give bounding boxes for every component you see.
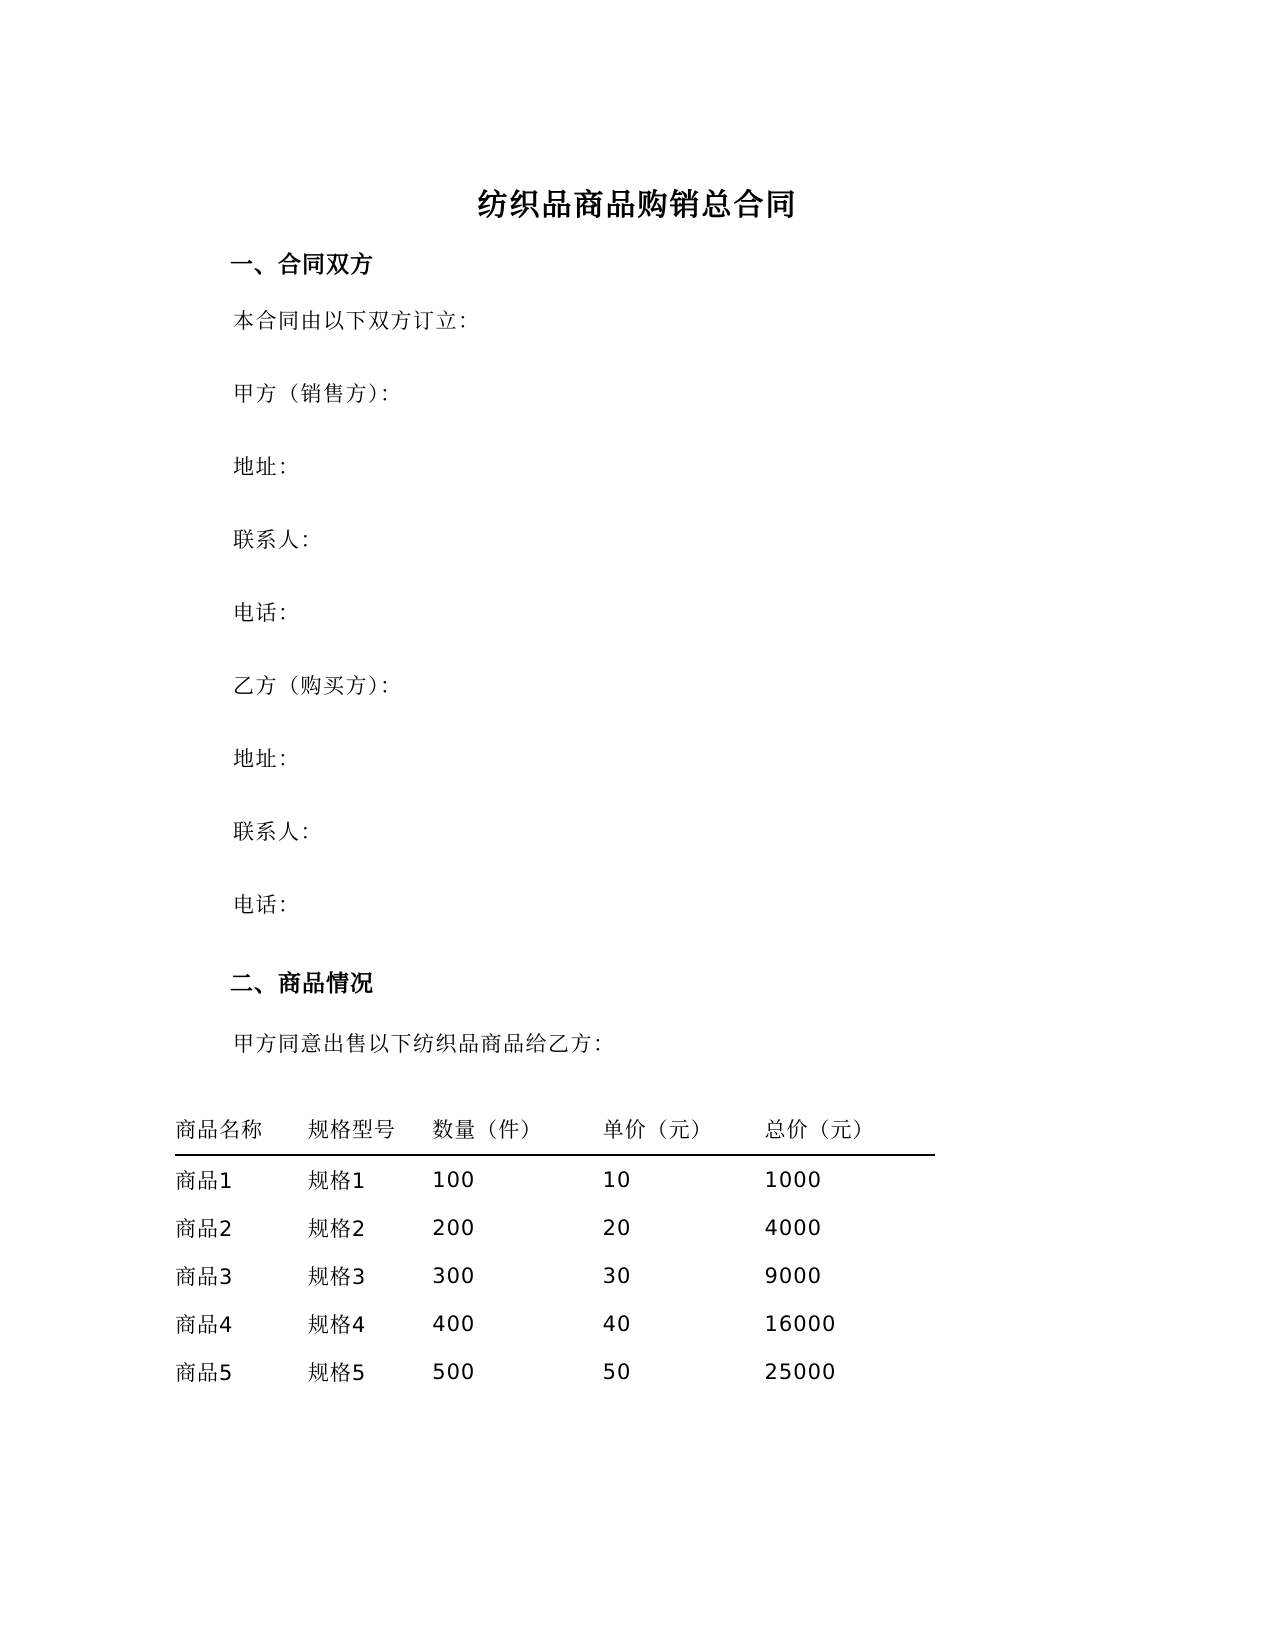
cell-name: 商品5 (175, 1361, 234, 1385)
table-row (175, 1204, 935, 1252)
column-header-unit-price: 单价（元） (603, 1110, 765, 1155)
cell-quantity: 200 (432, 1216, 476, 1240)
paragraph-intro: 本合同由以下双方订立： (233, 309, 481, 333)
page-title: 纺织品商品购销总合同 (477, 188, 798, 223)
cell-spec: 规格1 (307, 1169, 367, 1193)
cell-quantity: 300 (432, 1264, 476, 1288)
column-header-spec: 规格型号 (308, 1110, 432, 1155)
goods-table-body (175, 1155, 935, 1396)
paragraph-goods-intro: 甲方同意出售以下纺织品商品给乙方： (233, 1032, 616, 1056)
cell-total-price: 25000 (764, 1360, 837, 1384)
paragraph-seller-label: 甲方（销售方）： (233, 382, 403, 406)
cell-spec: 规格2 (307, 1217, 367, 1241)
cell-total-price: 4000 (764, 1216, 822, 1240)
cell-total-price: 9000 (764, 1264, 822, 1288)
goods-table (175, 1110, 935, 1396)
cell-spec: 规格5 (307, 1361, 367, 1385)
cell-quantity: 500 (432, 1360, 476, 1384)
paragraph-buyer-phone: 电话： (233, 893, 301, 917)
cell-name: 商品3 (175, 1265, 234, 1289)
cell-spec: 规格4 (307, 1313, 367, 1337)
cell-unit-price: 40 (602, 1312, 632, 1336)
cell-name: 商品1 (175, 1169, 234, 1193)
cell-unit-price: 20 (602, 1216, 632, 1240)
table-header-row (175, 1110, 935, 1155)
cell-unit-price: 30 (602, 1264, 632, 1288)
column-header-total-price: 总价（元） (765, 1110, 936, 1155)
paragraph-seller-phone: 电话： (233, 601, 301, 625)
cell-total-price: 16000 (764, 1312, 837, 1336)
column-header-name: 商品名称 (175, 1110, 308, 1155)
paragraph-seller-address: 地址： (233, 455, 301, 479)
table-row (175, 1252, 935, 1300)
table-row (175, 1348, 935, 1396)
paragraph-buyer-label: 乙方（购买方）： (233, 674, 403, 698)
table-row (175, 1155, 935, 1204)
goods-table-header (175, 1110, 935, 1155)
cell-total-price: 1000 (764, 1168, 822, 1192)
column-header-quantity: 数量（件） (432, 1110, 602, 1155)
cell-unit-price: 50 (602, 1360, 632, 1384)
cell-quantity: 400 (432, 1312, 476, 1336)
table-row (175, 1300, 935, 1348)
paragraph-buyer-contact: 联系人： (233, 820, 323, 844)
paragraph-seller-contact: 联系人： (233, 528, 323, 552)
cell-spec: 规格3 (307, 1265, 367, 1289)
cell-unit-price: 10 (602, 1168, 632, 1192)
cell-quantity: 100 (432, 1168, 476, 1192)
cell-name: 商品4 (175, 1313, 234, 1337)
paragraph-buyer-address: 地址： (233, 747, 301, 771)
section-heading-parties: 一、合同双方 (230, 252, 374, 278)
section-heading-goods: 二、商品情况 (230, 971, 374, 997)
cell-name: 商品2 (175, 1217, 234, 1241)
